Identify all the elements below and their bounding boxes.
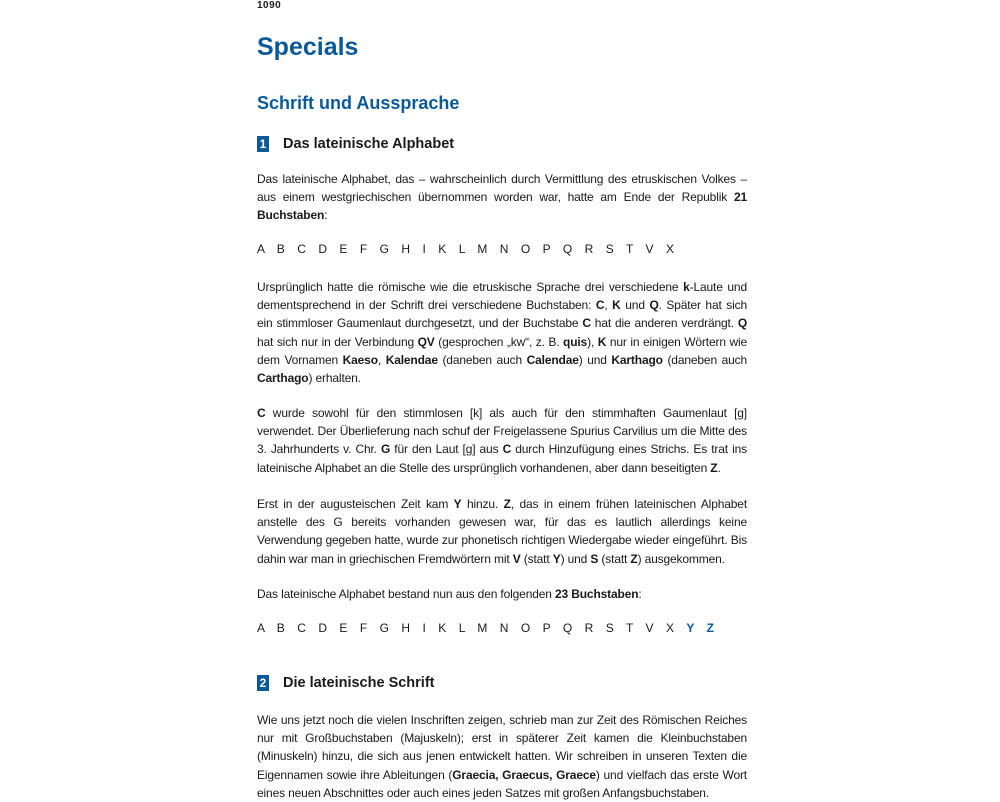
section-title: Schrift und Aussprache: [257, 93, 460, 113]
bold-term: C: [502, 442, 512, 457]
bold-term: QV: [417, 334, 435, 349]
bold-term: C: [582, 316, 591, 331]
bold-term: 21 Buchstaben: [257, 190, 747, 223]
alphabet-23-letters: [257, 621, 719, 635]
alphabet-21-letters: A B C D E F G H I K L M N O P Q R S T V X: [257, 242, 679, 256]
bold-term: 23 Buchstaben: [555, 587, 639, 601]
paragraph: Wie uns jetzt noch die vielen Inschriften zeigen, schrieb man zur Zeit des Römischen Reiches nur mit Großbuchstaben (Majuskeln); erst in späterer Zeit kamen die Kleinbuchstaben (Minuskeln) hinzu, die sich aus jenen entwickelt hatten. Wir schreiben in unseren Texten die Eigennamen sowie ihre Ableitungen (Graecia, Graecus, Graece) und vielfach das erste Wort eines neuen Abschnittes oder auch eines jeden Satzes mit großen Anfangsbuchstaben.: [257, 713, 747, 800]
bold-term: Z: [503, 497, 511, 511]
alphabet-added-letters: Y Z: [686, 621, 719, 635]
subsection-title: Die lateinische Schrift: [283, 675, 435, 691]
bold-term: Kalendae: [385, 352, 438, 367]
bold-term: Q: [649, 298, 659, 313]
page-number: 1090: [257, 0, 282, 11]
bold-term: K: [597, 334, 607, 349]
subsection-heading-alphabet: [257, 136, 454, 152]
bold-term: k: [683, 280, 690, 294]
alphabet-base-letters: A B C D E F G H I K L M N O P Q R S T V X: [257, 621, 687, 635]
subsection-title: Das lateinische Alphabet: [283, 136, 455, 152]
bold-term: Q: [737, 316, 748, 331]
bold-term: Carthago: [257, 371, 309, 386]
bold-term: S: [590, 551, 599, 566]
bold-term: Karthago: [611, 352, 663, 367]
subsection-number-badge: 1: [257, 136, 269, 152]
bold-term: Calendae: [526, 352, 579, 367]
bold-term: K: [612, 298, 621, 313]
paragraph: Das lateinische Alphabet, das – wahrscheinlich durch Vermittlung des etruskischen Volkes – aus einem westgriechischen übernommen worden war, hatte am Ende der Republik 21 Buchstaben:: [257, 172, 747, 223]
bold-term: V: [512, 551, 521, 566]
bold-term: quis: [563, 334, 588, 349]
bold-term: C: [257, 406, 266, 420]
bold-term: Y: [453, 497, 462, 511]
paragraph: Ursprünglich hatte die römische wie die etruskische Sprache drei verschiedene k-Laute und dementsprechend in der Schrift drei verschiedene Buchstaben: C, K und Q. Später hat sich ein stimmloser Gaumenlaut durchgesetzt, und der Buchstabe C hat die anderen verdrängt. Q hat sich nur in der Verbindung QV (gesprochen „kw“, z. B. quis), K nur in einigen Wörtern wie dem Vornamen Kaeso, Kalendae (daneben auch Calendae) und Karthago (daneben auch Carthago) erhalten.: [257, 280, 748, 386]
chapter-title: Specials: [257, 33, 359, 61]
bold-term: Graecia, Graecus, Graece: [452, 767, 596, 782]
bold-term: G: [380, 442, 391, 457]
paragraph: Das lateinische Alphabet bestand nun aus den folgenden 23 Buchstaben:: [257, 587, 642, 601]
bold-term: Z: [630, 551, 638, 566]
bold-term: Y: [552, 551, 561, 566]
subsection-heading-script: [257, 675, 435, 691]
subsection-number-badge: 2: [257, 675, 269, 691]
bold-term: Kaeso: [342, 352, 378, 367]
paragraph: Erst in der augusteischen Zeit kam Y hinzu. Z, das in einem frühen lateinischen Alphabet anstelle des G bereits vorhanden gewesen war, für das es lautlich allerdings keine Verwendung gegeben hatte, wurde zur phonetisch richtigen Wiedergabe wieder eingeführt. Bis dahin war man in griechischen Fremdwörtern mit V (statt Y) und S (statt Z) ausgekommen.: [257, 497, 747, 566]
bold-term: Z: [710, 460, 718, 475]
paragraph: C wurde sowohl für den stimmlosen [k] als auch für den stimmhaften Gaumenlaut [g] verwendet. Der Überlieferung nach schuf der Freigelassene Spurius Carvilius um die Mitte des 3. Jahrhunderts v. Chr. G für den Laut [g] aus C durch Hinzufügung eines Strichs. Es trat ins lateinische Alphabet an die Stelle des ursprünglich vorhandenen, aber dann beseitigten Z.: [257, 406, 747, 475]
bold-term: C: [595, 298, 605, 313]
